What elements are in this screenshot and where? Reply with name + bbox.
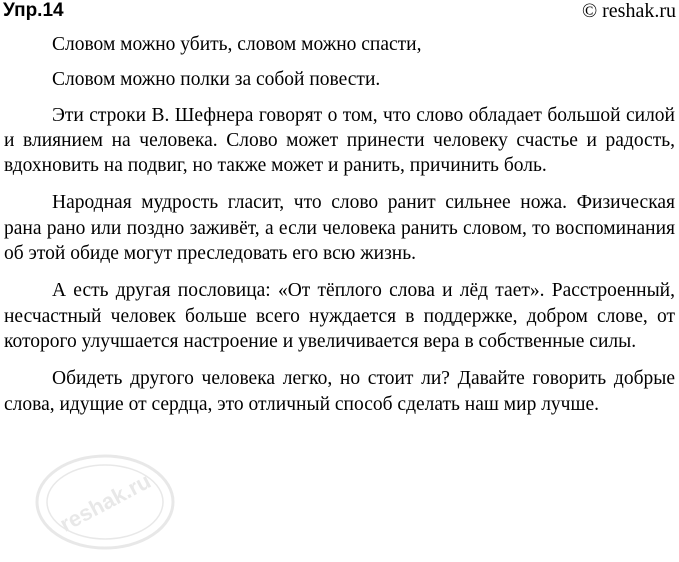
source-credit[interactable]: © reshak.ru <box>581 0 676 22</box>
exercise-title: Упр.14 <box>3 0 64 21</box>
paragraph-2: Народная мудрость гласит, что слово ранит сильнее ножа. Физическая рана рано или поздно заживёт, а если человека ранить словом, то воспоминания об этой обиде могут преследовать его всю жизнь. <box>4 192 675 265</box>
exercise-text <box>4 32 675 429</box>
paragraph-3: А есть другая пословица: «От тёплого слова и лёд тает». Расстроенный, несчастный человек больше всего нуждается в поддержке, добром слове, от которого улучшается настроение и увеличивается вера в собственные силы. <box>4 280 675 352</box>
paragraph-1: Эти строки В. Шефнера говорят о том, что слово обладает большой силой и влиянием на человека. Слово может принести человеку счастье и радость, вдохновить на подвиг, но также может и ранить, причинить боль. <box>4 104 675 177</box>
page-header <box>3 0 676 26</box>
epigraph-line-2: Словом можно полки за собой повести. <box>52 69 381 91</box>
epigraph-line-1: Словом можно убить, словом можно спасти, <box>52 34 422 55</box>
reshak-watermark <box>30 450 180 555</box>
paragraph-4: Обидеть другого человека легко, но стоит ли? Давайте говорить добрые слова, идущие от сердца, это отличный способ сделать наш мир лучше. <box>4 368 675 415</box>
watermark-text: reshak.ru <box>55 468 155 537</box>
